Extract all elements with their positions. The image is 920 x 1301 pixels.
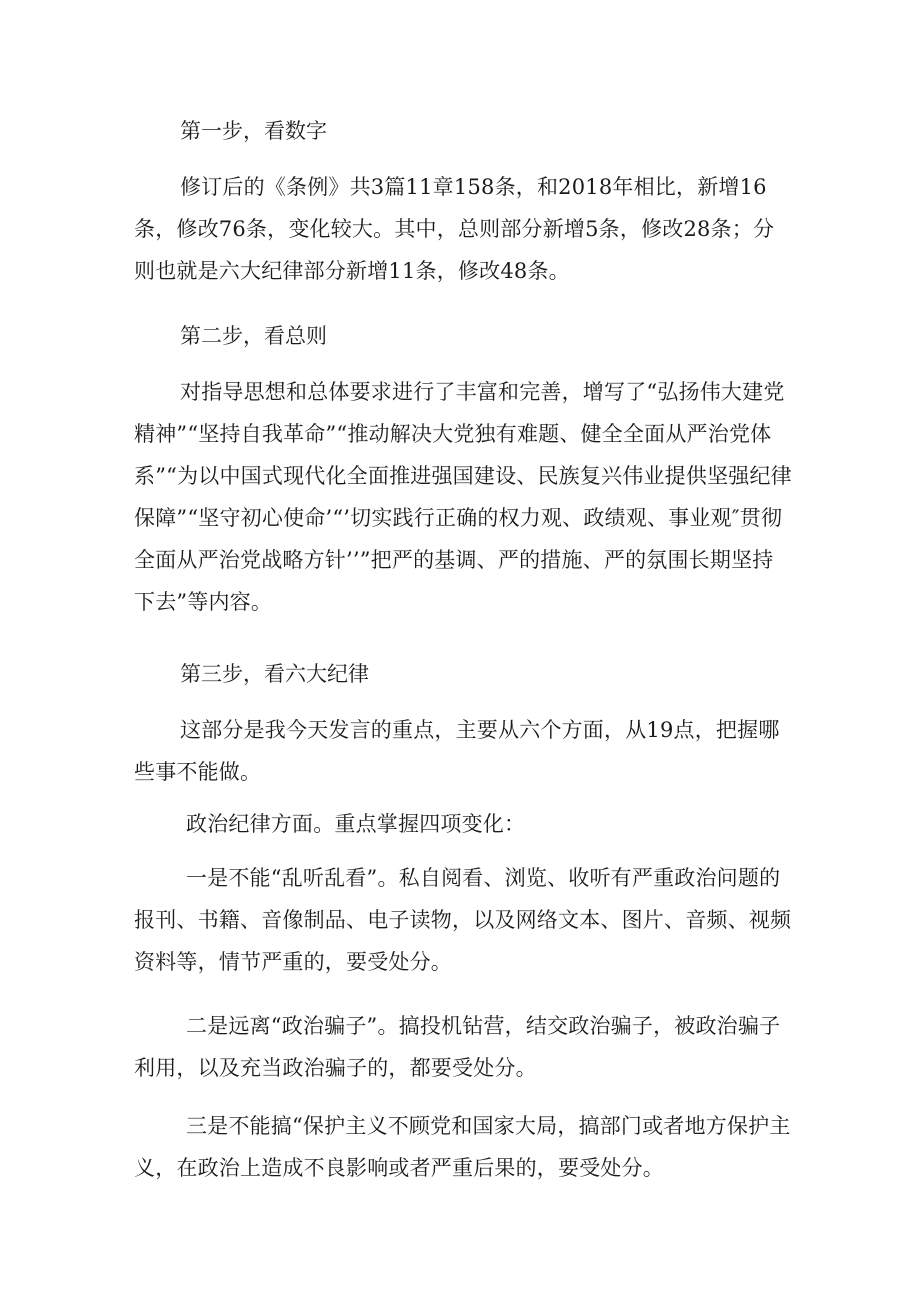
paragraph-political-discipline: 政治纪律方面。重点掌握四项变化： [186,812,526,836]
paragraph-statistics: 修订后的《条例》共3篇11章158条，和2018年相比，新增16条，修改76条，变化较大。其中，总则部分新增5条，修改28条；分则也就是六大纪律部分新增11条，修改48条。 [134,175,775,283]
section-heading-3: 第三步，看六大纪律 [180,662,369,686]
paragraph-item-one: 一是不能“乱听乱看”。私自阅看、浏览、收听有严重政治问题的报刊、书籍、音像制品、电子读物，以及网络文本、图片、音频、视频资料等，情节严重的，要受处分。 [134,866,792,974]
paragraph-focus-intro: 这部分是我今天发言的重点，主要从六个方面，从19点，把握哪些事不能做。 [134,718,780,784]
section-heading-2: 第二步，看总则 [180,324,327,348]
paragraph-item-two: 二是远离“政治骗子”。搞投机钻营，结交政治骗子，被政治骗子利用，以及充当政治骗子的，都要受处分。 [134,1014,781,1080]
section-heading-1: 第一步，看数字 [180,119,327,143]
paragraph-item-three: 三是不能搞“保护主义不顾党和国家大局，搞部门或者地方保护主义，在政治上造成不良影响或者严重后果的，要受处分。 [134,1114,791,1180]
paragraph-general-principles: 对指导思想和总体要求进行了丰富和完善，增写了“弘扬伟大建党精神”“坚持自我革命”“推动解决大党独有难题、健全全面从严治党体系”“为以中国式现代化全面推进强国建设、民族复兴伟业提供坚强纪律保障”“坚守初心使命’“’切实践行正确的权力观、政绩观、事业观″贯彻全面从严治党战略方针’’”把严的基调、严的措施、严的氛围长期坚持下去”等内容。 [134,380,792,614]
